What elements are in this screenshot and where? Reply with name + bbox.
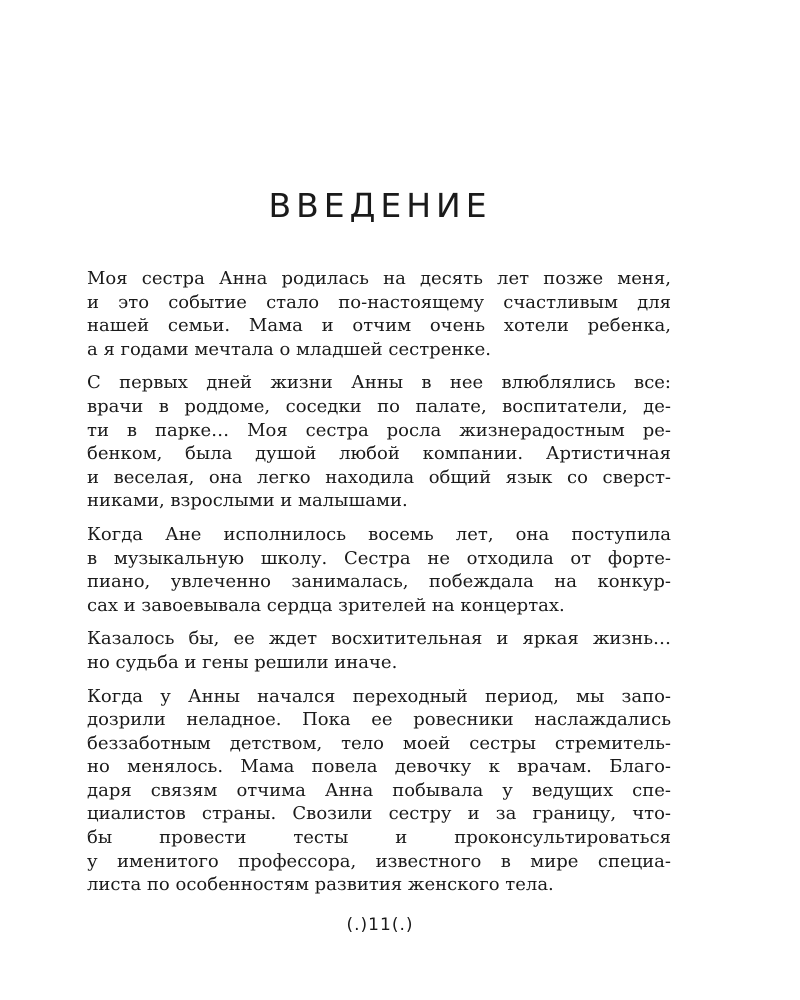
text-line: и веселая, она легко находила общий язык со сверст- — [87, 466, 671, 488]
paragraph-5 — [87, 685, 671, 897]
text-line: и это событие стало по-настоящему счастливым для — [87, 291, 671, 313]
text-line: в музыкальную школу. Сестра не отходила от форте- — [87, 547, 671, 569]
text-line: С первых дней жизни Анны в нее влюблялись все: — [87, 372, 671, 394]
paragraph-3 — [87, 523, 671, 617]
text-line: бы провести тесты и проконсультироваться — [87, 827, 671, 849]
text-line: дозрили неладное. Пока ее ровесники наслаждались — [87, 709, 671, 731]
text-line: циалистов страны. Свозили сестру и за границу, что- — [87, 803, 671, 825]
paragraph-4 — [87, 627, 671, 674]
text-line: у именитого профессора, известного в мире специа- — [87, 850, 671, 872]
paragraph-1 — [87, 267, 671, 361]
text-line: листа по особенностям развития женского тела. — [87, 874, 554, 896]
body-text — [87, 267, 671, 907]
text-line: Казалось бы, ее ждет восхитительная и яркая жизнь… — [87, 628, 671, 650]
text-line: но менялось. Мама повела девочку к врачам. Благо- — [87, 756, 671, 778]
paragraph-2 — [87, 371, 671, 513]
text-line: ти в парке… Моя сестра росла жизнерадостным ре- — [87, 419, 671, 441]
text-line: сах и завоевывала сердца зрителей на концертах. — [87, 594, 565, 616]
text-line: бенком, была душой любой компании. Артистичная — [87, 443, 671, 465]
text-line: даря связям отчима Анна побывала у ведущих спе- — [87, 779, 671, 801]
text-line: нашей семьи. Мама и отчим очень хотели ребенка, — [87, 315, 671, 337]
text-line: Когда у Анны начался переходный период, мы запо- — [87, 685, 671, 707]
page-number: (.)11(.) — [346, 915, 414, 935]
text-line: пиано, увлеченно занималась, побеждала на конкур- — [87, 571, 671, 593]
text-line: но судьба и гены решили иначе. — [87, 651, 398, 673]
text-line: беззаботным детством, тело моей сестры стремитель- — [87, 732, 671, 754]
text-line: а я годами мечтала о младшей сестренке. — [87, 338, 491, 360]
text-line: никами, взрослыми и малышами. — [87, 490, 408, 512]
chapter-title: ВВЕДЕНИЕ — [268, 186, 492, 225]
text-line: Когда Ане исполнилось восемь лет, она поступила — [87, 523, 671, 545]
text-line: врачи в роддоме, соседки по палате, воспитатели, де- — [87, 395, 671, 417]
text-line: Моя сестра Анна родилась на десять лет позже меня, — [87, 268, 671, 289]
